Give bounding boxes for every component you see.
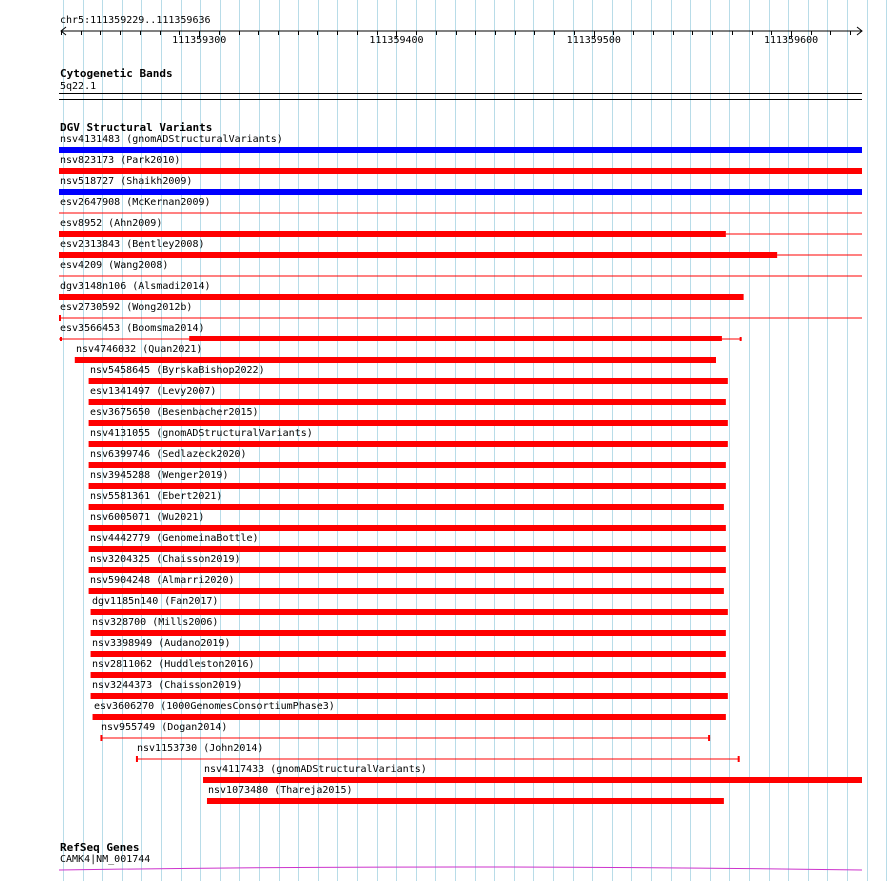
cytoband-label: 5q22.1 bbox=[60, 81, 97, 92]
cytoband-bar-top bbox=[59, 93, 862, 94]
dgv-variant-label[interactable]: nsv955749 (Dogan2014) bbox=[101, 722, 228, 733]
dgv-variant-item[interactable] bbox=[0, 575, 890, 596]
variant-thick-bar bbox=[91, 693, 728, 699]
variant-thick-bar bbox=[89, 546, 726, 552]
variant-end-cap bbox=[708, 735, 710, 741]
dgv-variant-item[interactable] bbox=[0, 659, 890, 680]
dgv-variant-item[interactable] bbox=[0, 722, 890, 743]
dgv-variant-item[interactable] bbox=[0, 701, 890, 722]
dgv-variant-item[interactable] bbox=[0, 239, 890, 260]
dgv-variant-item[interactable] bbox=[0, 386, 890, 407]
dgv-variant-label[interactable]: esv2647908 (McKernan2009) bbox=[60, 197, 211, 208]
dgv-variant-item[interactable] bbox=[0, 617, 890, 638]
dgv-variant-label[interactable]: nsv6005071 (Wu2021) bbox=[90, 512, 205, 523]
ruler-tick-label: 111359300 bbox=[172, 35, 227, 46]
variant-thick-bar bbox=[89, 462, 726, 468]
variant-thin-line bbox=[777, 255, 862, 256]
refseq-gene-feature[interactable] bbox=[0, 862, 890, 874]
dgv-variant-label[interactable]: nsv6399746 (Sedlazeck2020) bbox=[90, 449, 247, 460]
dgv-variant-label[interactable]: esv3566453 (Boomsma2014) bbox=[60, 323, 205, 334]
variant-thin-line bbox=[59, 318, 862, 319]
variant-thick-bar bbox=[91, 609, 728, 615]
dgv-variant-item[interactable] bbox=[0, 554, 890, 575]
variant-thick-bar bbox=[59, 231, 726, 237]
variant-end-cap bbox=[60, 337, 62, 341]
variant-end-cap bbox=[136, 756, 138, 762]
variant-end-cap bbox=[740, 337, 742, 341]
dgv-variant-label[interactable]: nsv4131483 (gnomADStructuralVariants) bbox=[60, 134, 283, 145]
dgv-variant-item[interactable] bbox=[0, 218, 890, 239]
dgv-variant-label[interactable]: nsv4131055 (gnomADStructuralVariants) bbox=[90, 428, 313, 439]
ruler-axis[interactable] bbox=[0, 26, 890, 38]
dgv-variant-item[interactable] bbox=[0, 512, 890, 533]
dgv-variant-item[interactable] bbox=[0, 680, 890, 701]
dgv-variant-item[interactable] bbox=[0, 491, 890, 512]
variant-thick-bar bbox=[89, 567, 726, 573]
dgv-variant-label[interactable]: nsv5458645 (ByrskaBishop2022) bbox=[90, 365, 265, 376]
variant-thick-bar bbox=[89, 588, 724, 594]
cytoband-bar-bottom bbox=[59, 99, 862, 100]
variant-thick-bar bbox=[89, 504, 724, 510]
dgv-variant-label[interactable]: nsv5904248 (Almarri2020) bbox=[90, 575, 235, 586]
dgv-variant-item[interactable] bbox=[0, 743, 890, 764]
refseq-gene-label[interactable]: CAMK4|NM_001744 bbox=[60, 854, 151, 865]
variant-thick-bar bbox=[207, 798, 724, 804]
dgv-variant-item[interactable] bbox=[0, 449, 890, 470]
dgv-variant-item[interactable] bbox=[0, 197, 890, 218]
variant-thin-line bbox=[726, 234, 862, 235]
dgv-variant-item[interactable] bbox=[0, 764, 890, 785]
dgv-variant-label[interactable]: nsv3204325 (Chaisson2019) bbox=[90, 554, 241, 565]
dgv-variant-label[interactable]: dgv1185n140 (Fan2017) bbox=[92, 596, 219, 607]
dgv-variant-label[interactable]: nsv823173 (Park2010) bbox=[60, 155, 181, 166]
dgv-variant-label[interactable]: esv2313843 (Bentley2008) bbox=[60, 239, 205, 250]
variant-thick-bar bbox=[59, 252, 777, 258]
variant-thin-line bbox=[100, 738, 710, 739]
ruler-tick-label: 111359500 bbox=[566, 35, 621, 46]
dgv-variant-label[interactable]: nsv2811062 (Huddleston2016) bbox=[92, 659, 255, 670]
dgv-variant-label[interactable]: nsv5581361 (Ebert2021) bbox=[90, 491, 223, 502]
variant-thin-line bbox=[59, 213, 862, 214]
dgv-variant-label[interactable]: esv2730592 (Wong2012b) bbox=[60, 302, 193, 313]
variant-thick-bar bbox=[59, 168, 862, 174]
variant-thin-line bbox=[59, 276, 862, 277]
dgv-variant-label[interactable]: nsv1153730 (John2014) bbox=[137, 743, 264, 754]
dgv-variant-label[interactable]: nsv4442779 (GenomeinaBottle) bbox=[90, 533, 259, 544]
variant-thick-bar bbox=[89, 483, 726, 489]
dgv-variant-item[interactable] bbox=[0, 533, 890, 554]
variant-thick-bar bbox=[203, 777, 862, 783]
variant-thick-bar bbox=[89, 378, 728, 384]
variant-thick-bar bbox=[89, 399, 726, 405]
dgv-variant-label[interactable]: nsv1073480 (Thareja2015) bbox=[208, 785, 353, 796]
dgv-variant-label[interactable]: nsv3398949 (Audano2019) bbox=[92, 638, 231, 649]
dgv-variant-label[interactable]: nsv328700 (Mills2006) bbox=[92, 617, 219, 628]
refseq-track-title[interactable]: RefSeq Genes bbox=[60, 841, 140, 854]
variant-thick-bar bbox=[91, 672, 726, 678]
variant-thick-bar bbox=[91, 651, 726, 657]
dgv-variant-item[interactable] bbox=[0, 785, 890, 806]
variant-end-cap bbox=[738, 756, 740, 762]
dgv-variant-item[interactable] bbox=[0, 638, 890, 659]
variant-thick-bar bbox=[89, 525, 726, 531]
dgv-variant-label[interactable]: nsv3945288 (Wenger2019) bbox=[90, 470, 229, 481]
dgv-variant-item[interactable] bbox=[0, 155, 890, 176]
variant-end-cap bbox=[100, 735, 102, 741]
variant-thick-bar bbox=[91, 630, 726, 636]
ruler-tick-label: 111359400 bbox=[369, 35, 424, 46]
dgv-variant-item[interactable] bbox=[0, 260, 890, 281]
variant-thick-bar bbox=[89, 441, 728, 447]
dgv-variant-item[interactable] bbox=[0, 344, 890, 365]
variant-thick-bar bbox=[75, 357, 716, 363]
dgv-variant-label[interactable]: dgv3148n106 (Alsmadi2014) bbox=[60, 281, 211, 292]
variant-thick-bar bbox=[59, 189, 862, 195]
variant-thick-bar bbox=[59, 147, 862, 153]
cytoband-track-title[interactable]: Cytogenetic Bands bbox=[60, 67, 173, 80]
dgv-variant-item[interactable] bbox=[0, 323, 890, 344]
dgv-variant-label[interactable]: nsv4117433 (gnomADStructuralVariants) bbox=[204, 764, 427, 775]
dgv-variant-label[interactable]: esv8952 (Ahn2009) bbox=[60, 218, 163, 229]
dgv-variant-item[interactable] bbox=[0, 176, 890, 197]
variant-thin-line bbox=[136, 759, 740, 760]
dgv-variant-item[interactable] bbox=[0, 134, 890, 155]
dgv-variant-item[interactable] bbox=[0, 302, 890, 323]
variant-thick-bar bbox=[89, 420, 728, 426]
dgv-variant-item[interactable] bbox=[0, 428, 890, 449]
dgv-variant-label[interactable]: nsv518727 (Shaikh2009) bbox=[60, 176, 193, 187]
ruler-tick-label: 111359600 bbox=[763, 35, 819, 46]
dgv-variant-item[interactable] bbox=[0, 407, 890, 428]
dgv-variant-label[interactable]: esv3675650 (Besenbacher2015) bbox=[90, 407, 259, 418]
dgv-variant-label[interactable]: esv4209 (Wang2008) bbox=[60, 260, 169, 271]
dgv-variant-item[interactable] bbox=[0, 470, 890, 491]
variant-thick-bar bbox=[189, 336, 722, 341]
dgv-variant-item[interactable] bbox=[0, 596, 890, 617]
dgv-variant-label[interactable]: nsv4746032 (Quan2021) bbox=[76, 344, 203, 355]
dgv-track-title[interactable]: DGV Structural Variants bbox=[60, 121, 213, 134]
dgv-variant-label[interactable]: esv1341497 (Levy2007) bbox=[90, 386, 217, 397]
variant-end-cap bbox=[59, 315, 61, 321]
dgv-variant-label[interactable]: esv3606270 (1000GenomesConsortiumPhase3) bbox=[94, 701, 335, 712]
dgv-variant-label[interactable]: nsv3244373 (Chaisson2019) bbox=[92, 680, 243, 691]
dgv-variant-feature[interactable] bbox=[0, 797, 890, 807]
dgv-variant-item[interactable] bbox=[0, 281, 890, 302]
variant-thick-bar bbox=[93, 714, 726, 720]
variant-thick-bar bbox=[59, 294, 744, 300]
coordinate-label: chr5:111359229..111359636 bbox=[60, 15, 211, 26]
dgv-variant-item[interactable] bbox=[0, 365, 890, 386]
